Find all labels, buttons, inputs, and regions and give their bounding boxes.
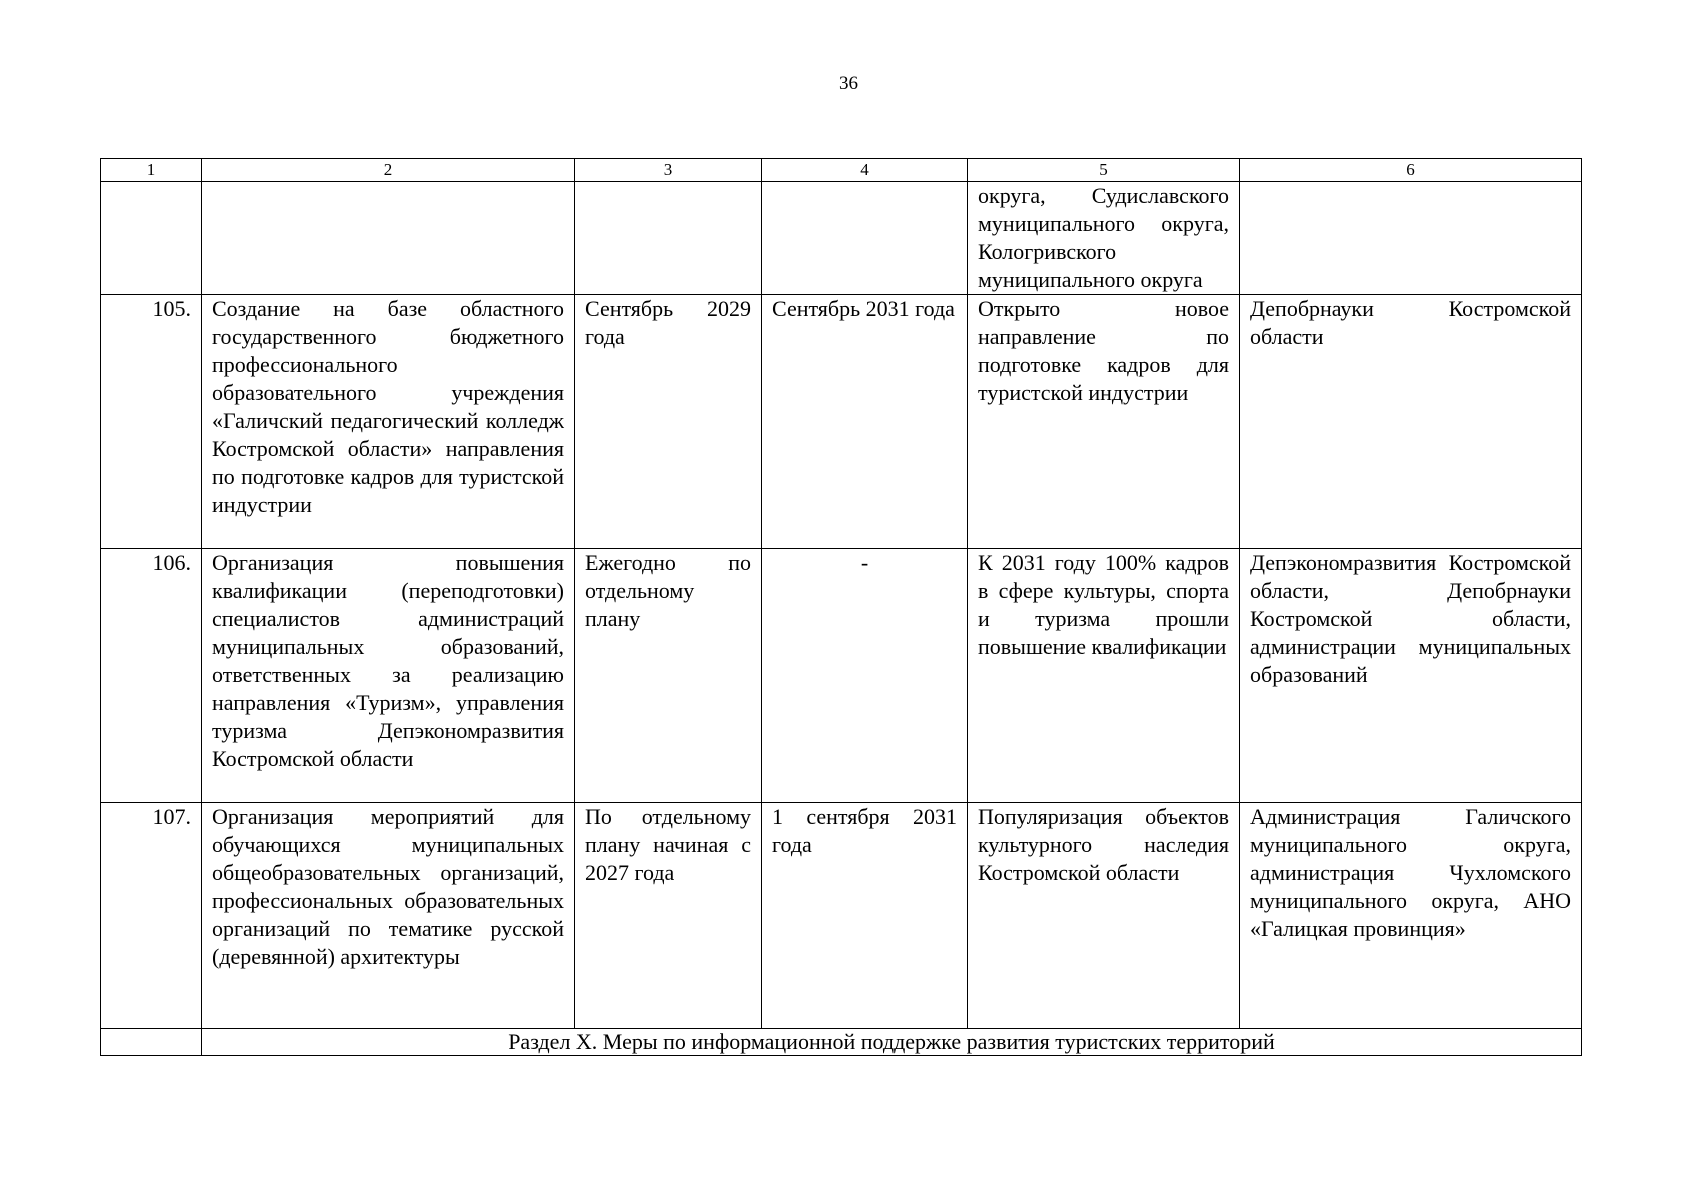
column-number-row [101,159,1582,182]
table-row [101,549,1582,803]
empty-cell [1240,182,1582,295]
table-row [101,803,1582,1029]
column-header: 6 [1240,159,1582,182]
column-header: 4 [762,159,968,182]
responsible-cell: Депобрнауки Костромской области [1240,295,1582,549]
empty-cell [575,182,762,295]
row-number: 107. [101,803,202,1029]
measure-cell: Организация мероприятий для обучающихся муниципальных общеобразовательных организаций, профессиональных образовательных организаций по тематике русской (деревянной) архитектуры [202,803,575,1029]
row-number: 106. [101,549,202,803]
result-cell: Открыто новое направление по подготовке кадров для туристской индустрии [968,295,1240,549]
empty-cell [762,182,968,295]
column-header: 5 [968,159,1240,182]
measures-table [100,158,1582,1056]
column-header: 2 [202,159,575,182]
measure-cell: Создание на базе областного государственного бюджетного профессионального образовательного учреждения «Галичский педагогический колледж Костромской области» направления по подготовке кадров для туристской индустрии [202,295,575,549]
empty-cell [101,182,202,295]
measure-cell: Организация повышения квалификации (переподготовки) специалистов администраций муниципальных образований, ответственных за реализацию направления «Туризм», управления туризма Депэкономразвития Костромской области [202,549,575,803]
table-row [101,295,1582,549]
section-title: Раздел X. Меры по информационной поддержке развития туристских территорий [202,1029,1582,1056]
responsible-cell: Депэкономразвития Костромской области, Депобрнауки Костромской области, администрации муниципальных образований [1240,549,1582,803]
start-date-cell: Ежегодно по отдельному плану [575,549,762,803]
empty-cell [202,182,575,295]
continuation-row [101,182,1582,295]
result-cell: округа, Судиславского муниципального округа, Кологривского муниципального округа [968,182,1240,295]
result-cell: К 2031 году 100% кадров в сфере культуры, спорта и туризма прошли повышение квалификации [968,549,1240,803]
end-date-cell: - [762,549,968,803]
row-number: 105. [101,295,202,549]
end-date-cell: Сентябрь 2031 года [762,295,968,549]
page-number: 36 [839,73,858,94]
column-header: 3 [575,159,762,182]
result-cell: Популяризация объектов культурного наследия Костромской области [968,803,1240,1029]
end-date-cell: 1 сентября 2031 года [762,803,968,1029]
section-row [101,1029,1582,1056]
start-date-cell: По отдельному плану начиная с 2027 года [575,803,762,1029]
column-header: 1 [101,159,202,182]
start-date-cell: Сентябрь 2029 года [575,295,762,549]
empty-cell [101,1029,202,1056]
responsible-cell: Администрация Галичского муниципального округа, администрация Чухломского муниципального округа, АНО «Галицкая провинция» [1240,803,1582,1029]
